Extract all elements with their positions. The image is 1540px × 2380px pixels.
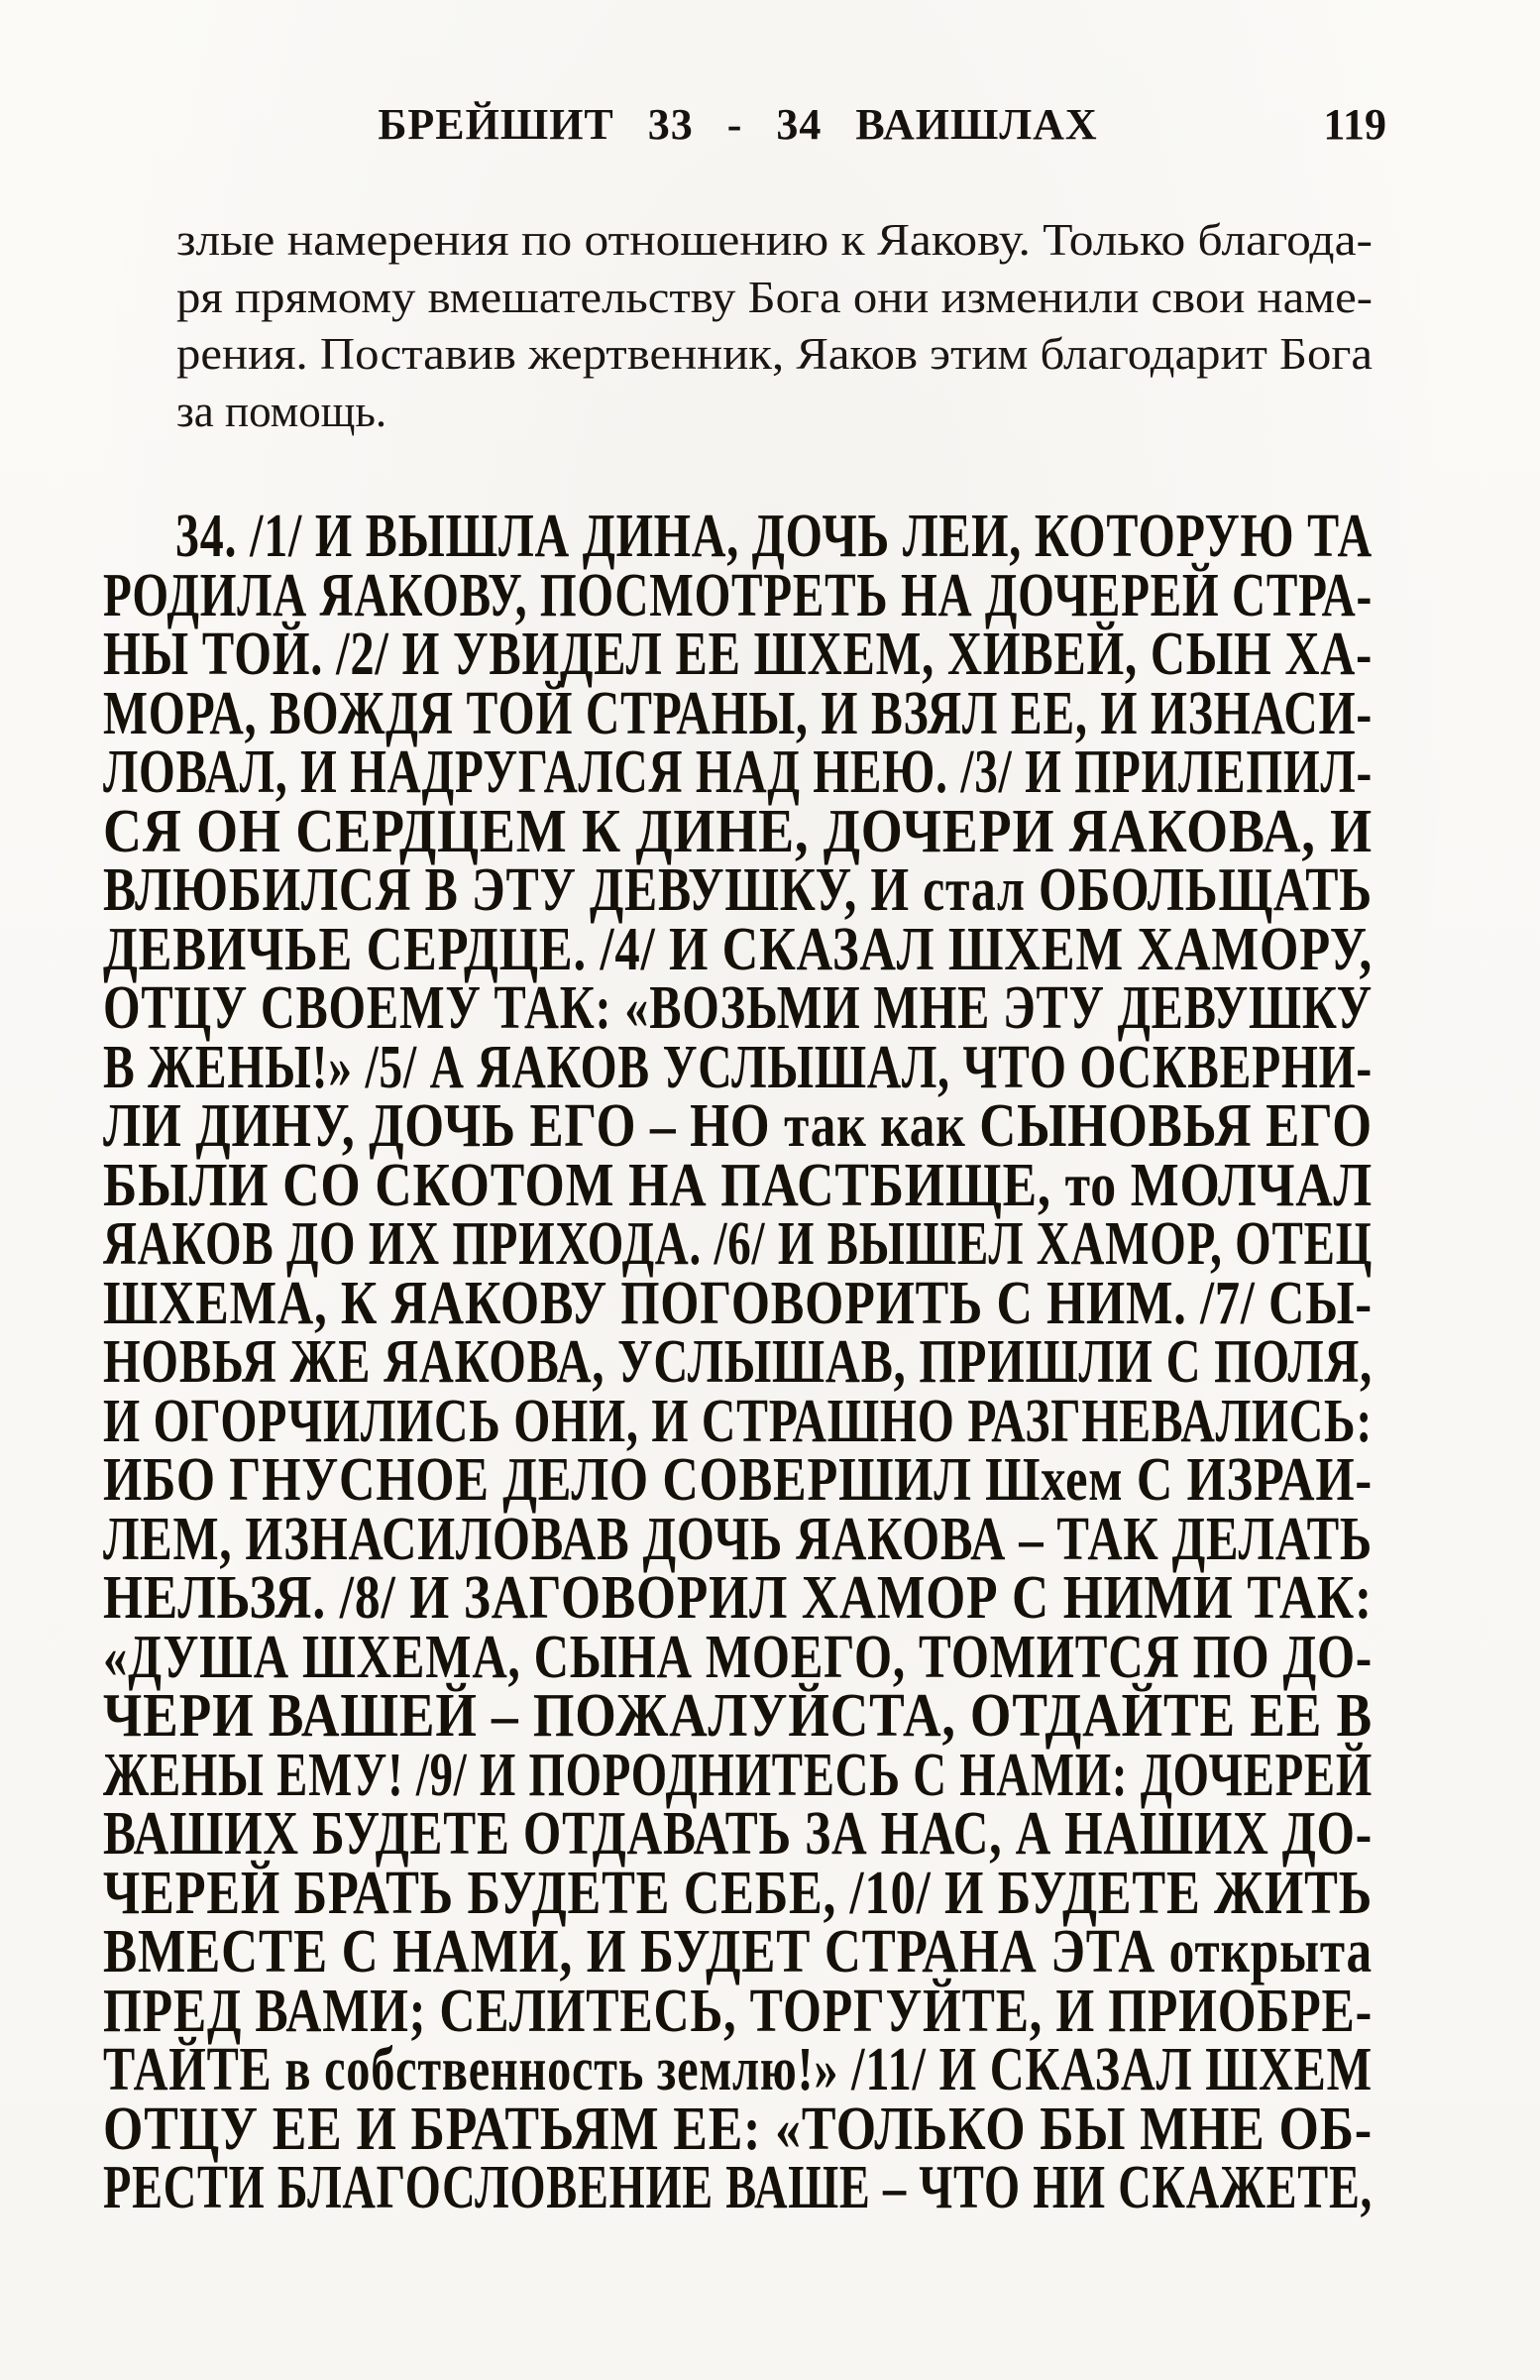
text-line: ПРЕД ВАМИ; СЕЛИТЕСЬ, ТОРГУЙТЕ, И ПРИОБРЕ- (103, 1977, 1373, 2045)
text-line: ВАШИХ БУДЕТЕ ОТДАВАТЬ ЗА НАС, А НАШИХ ДО- (103, 1800, 1373, 1868)
text-line: ТАЙТЕ в собственность землю!» /11/ И СКАЗАЛ ШХЕМ (103, 2036, 1373, 2103)
torah-text-paragraph (103, 503, 1373, 2221)
text-line: ЖЕНЫ ЕМУ! /9/ И ПОРОДНИТЕСЬ С НАМИ: ДОЧЕРЕЙ (103, 1741, 1373, 1809)
text-line: СЯ ОН СЕРДЦЕМ К ДИНЕ, ДОЧЕРИ ЯАКОВА, И (103, 797, 1373, 865)
text-line: ЧЕРЕЙ БРАТЬ БУДЕТЕ СЕБЕ, /10/ И БУДЕТЕ ЖИТЬ (103, 1859, 1373, 1927)
text-line: «ДУША ШХЕМА, СЫНА МОЕГО, ТОМИТСЯ ПО ДО- (103, 1623, 1373, 1691)
text-line: БЫЛИ СО СКОТОМ НА ПАСТБИЩЕ, то МОЛЧАЛ (103, 1151, 1373, 1219)
page-number: 119 (1323, 100, 1386, 149)
text-line: ШХЕМА, К ЯАКОВУ ПОГОВОРИТЬ С НИМ. /7/ СЫ- (103, 1269, 1373, 1337)
text-line: И ОГОРЧИЛИСЬ ОНИ, И СТРАШНО РАЗГНЕВАЛИСЬ: (103, 1387, 1373, 1455)
text-line: НОВЬЯ ЖЕ ЯАКОВА, УСЛЫШАВ, ПРИШЛИ С ПОЛЯ, (103, 1328, 1373, 1396)
text-line: рения. Поставив жертвенник, Яаков этим благодарит Бога (176, 329, 1373, 379)
text-line: 34. /1/ И ВЫШЛА ДИНА, ДОЧЬ ЛЕИ, КОТОРУЮ ТА (175, 503, 1373, 570)
text-line: ВМЕСТЕ С НАМИ, И БУДЕТ СТРАНА ЭТА открыта (103, 1918, 1373, 1985)
text-line: ЛИ ДИНУ, ДОЧЬ ЕГО – НО так как СЫНОВЬЯ ЕГО (103, 1092, 1373, 1160)
text-line: ОТЦУ ЕЕ И БРАТЬЯМ ЕЕ: «ТОЛЬКО БЫ МНЕ ОБ- (103, 2095, 1373, 2163)
text-line: РОДИЛА ЯАКОВУ, ПОСМОТРЕТЬ НА ДОЧЕРЕЙ СТРА- (103, 561, 1373, 629)
text-line: ЯАКОВ ДО ИХ ПРИХОДА. /6/ И ВЫШЕЛ ХАМОР, ОТЕЦ (103, 1210, 1373, 1278)
text-line: ЛОВАЛ, И НАДРУГАЛСЯ НАД НЕЮ. /3/ И ПРИЛЕПИЛ- (103, 738, 1373, 806)
text-line: ЧЕРИ ВАШЕЙ – ПОЖАЛУЙСТА, ОТДАЙТЕ ЕЕ В (103, 1682, 1373, 1750)
text-line: за помощь. (176, 386, 387, 436)
text-line: ОТЦУ СВОЕМУ ТАК: «ВОЗЬМИ МНЕ ЭТУ ДЕВУШКУ (103, 974, 1373, 1042)
text-line: НЫ ТОЙ. /2/ И УВИДЕЛ ЕЕ ШХЕМ, ХИВЕЙ, СЫН ХА- (103, 621, 1373, 688)
text-line: НЕЛЬЗЯ. /8/ И ЗАГОВОРИЛ ХАМОР С НИМИ ТАК: (103, 1564, 1373, 1632)
commentary-paragraph (176, 212, 1373, 440)
running-head-title: БРЕЙШИТ 33 - 34 ВАИШЛАХ (378, 100, 1098, 149)
text-line: ДЕВИЧЬЕ СЕРДЦЕ. /4/ И СКАЗАЛ ШХЕМ ХАМОРУ, (103, 915, 1373, 983)
text-line: МОРА, ВОЖДЯ ТОЙ СТРАНЫ, И ВЗЯЛ ЕЕ, И ИЗНАСИ- (103, 679, 1373, 747)
text-line: злые намерения по отношению к Яакову. Только благода- (176, 215, 1373, 265)
text-line: РЕСТИ БЛАГОСЛОВЕНИЕ ВАШЕ – ЧТО НИ СКАЖЕТЕ, (103, 2154, 1373, 2221)
text-line: ВЛЮБИЛСЯ В ЭТУ ДЕВУШКУ, И стал ОБОЛЬЩАТЬ (103, 856, 1373, 924)
text-line: ря прямому вмешательству Бога они изменили свои наме- (176, 272, 1373, 322)
text-line: ЛЕМ, ИЗНАСИЛОВАВ ДОЧЬ ЯАКОВА – ТАК ДЕЛАТЬ (103, 1505, 1373, 1573)
text-line: ИБО ГНУСНОЕ ДЕЛО СОВЕРШИЛ Шхем С ИЗРАИ- (103, 1446, 1373, 1514)
text-line: В ЖЕНЫ!» /5/ А ЯАКОВ УСЛЫШАЛ, ЧТО ОСКВЕРНИ- (103, 1033, 1373, 1101)
